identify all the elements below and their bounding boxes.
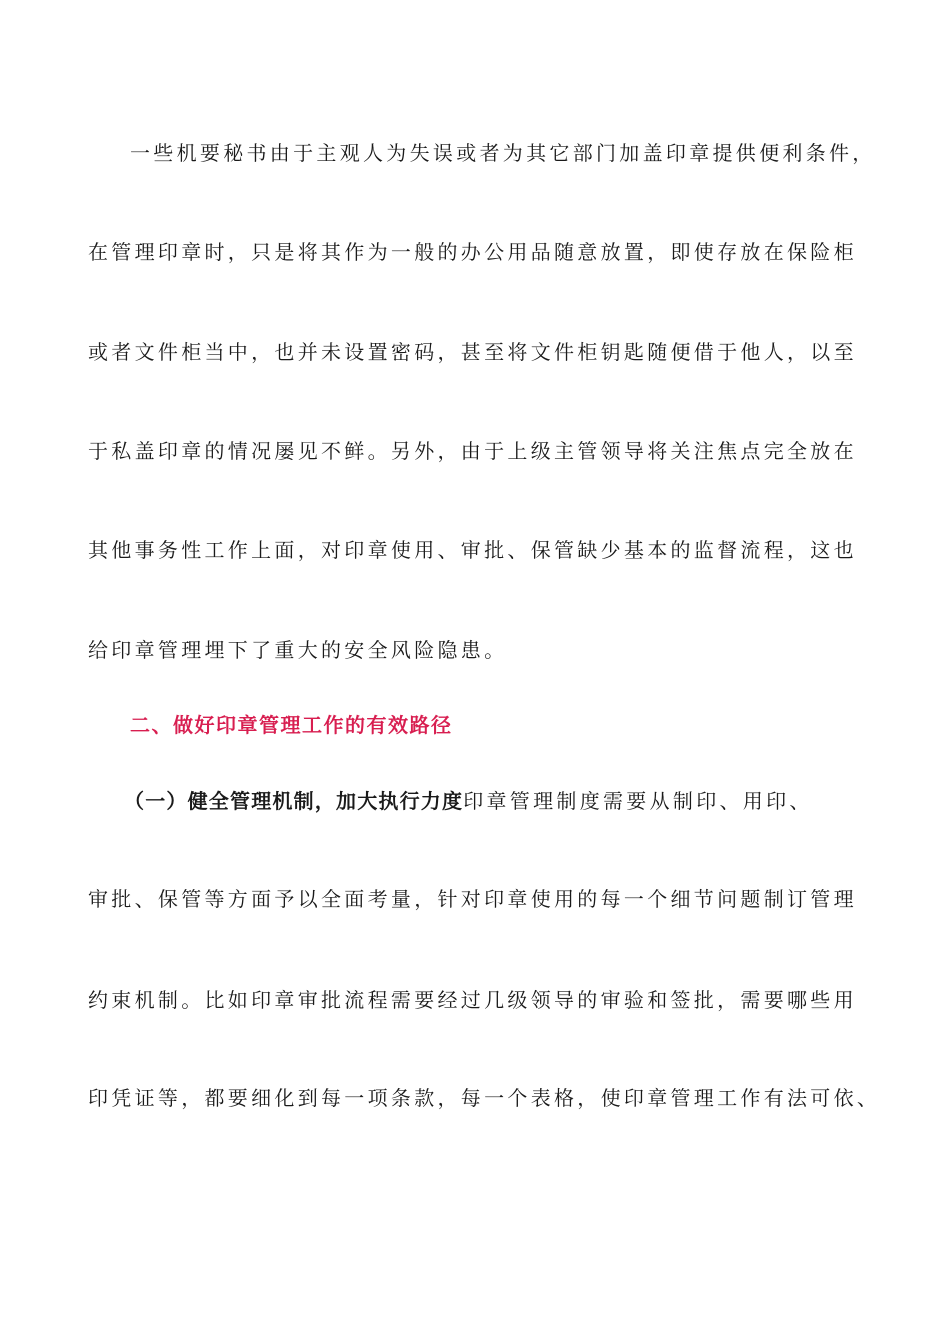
subsection-first-line (124, 787, 904, 815)
paragraph-line: 其他事务性工作上面，对印章使用、审批、保管缺少基本的监督流程，这也 (88, 538, 857, 562)
paragraph-line: 给印章管理埋下了重大的安全风险隐患。 (88, 638, 508, 662)
paragraph-line: 或者文件柜当中，也并未设置密码，甚至将文件柜钥匙随便借于他人，以至 (88, 340, 857, 364)
paragraph-line: 在管理印章时，只是将其作为一般的办公用品随意放置，即使存放在保险柜 (88, 240, 857, 264)
paragraph-line: 印凭证等，都要细化到每一项条款，每一个表格，使印章管理工作有法可依、 (88, 1086, 881, 1110)
subsection-first-line-text: 印章管理制度需要从制印、用印、 (463, 789, 813, 813)
paragraph-line: 约束机制。比如印章审批流程需要经过几级领导的审验和签批，需要哪些用 (88, 988, 857, 1012)
paragraph-line: 一些机要秘书由于主观人为失误或者为其它部门加盖印章提供便利条件， (130, 141, 876, 165)
paragraph-line: 审批、保管等方面予以全面考量，针对印章使用的每一个细节问题制订管理 (88, 887, 857, 911)
section-heading: 二、做好印章管理工作的有效路径 (130, 713, 453, 737)
paragraph-line: 于私盖印章的情况屡见不鲜。另外，由于上级主管领导将关注焦点完全放在 (88, 439, 857, 463)
subsection-title: （一）健全管理机制，加大执行力度 (124, 789, 464, 813)
